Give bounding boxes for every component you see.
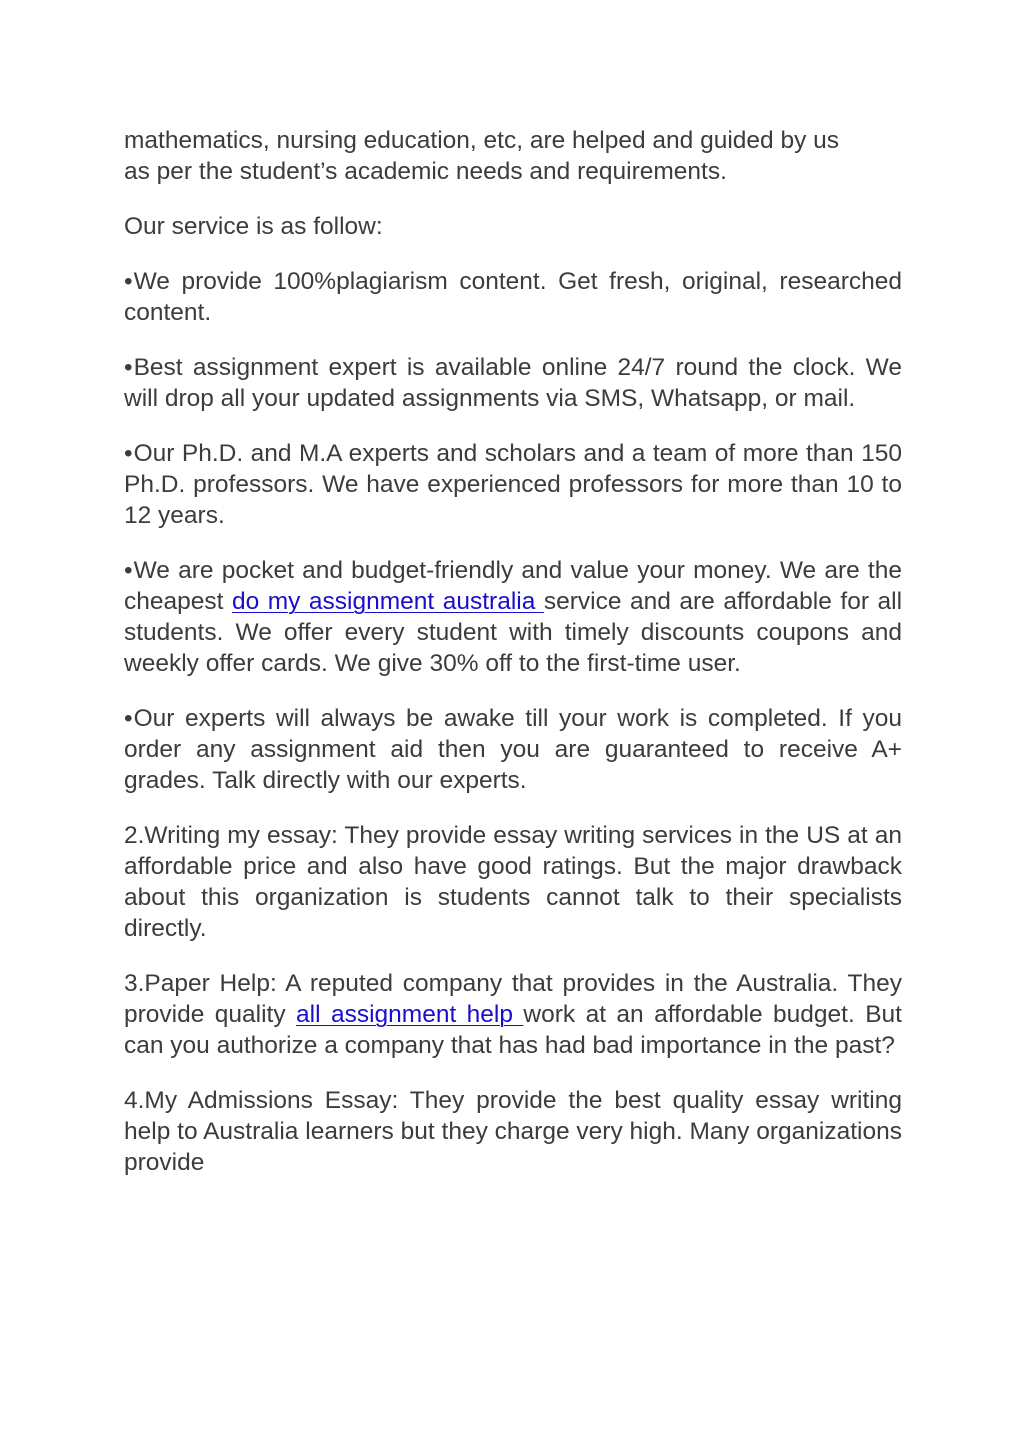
bullet-icon: • xyxy=(124,268,133,295)
item-writing-my-essay: 2.Writing my essay: They provide essay writing services in the US at an affordable price and also have good ratings. But the major drawback about this organization is students cannot talk to their specialists directly. xyxy=(124,822,902,942)
item-paper-help xyxy=(124,968,902,1061)
intro-paragraph xyxy=(124,125,902,187)
all-assignment-help-link[interactable]: all assignment help xyxy=(296,1001,524,1028)
item-text-before-link: 3.Paper Help: A reputed company that provides in the Australia. They provide quality xyxy=(124,970,902,1028)
bullet-icon: • xyxy=(124,705,133,732)
bullet-text: Our experts will always be awake till your work is completed. If you order any assignment aid then you are guaranteed to receive A+ grades. Talk directly with our experts. xyxy=(124,705,902,794)
bullet-item-plagiarism xyxy=(124,266,902,328)
bullet-icon: • xyxy=(124,557,133,584)
bullet-item-awake xyxy=(124,703,902,796)
bullet-icon: • xyxy=(124,354,133,381)
bullet-item-pricing xyxy=(124,555,902,679)
document-page xyxy=(124,125,902,1202)
service-heading: Our service is as follow: xyxy=(124,213,383,240)
bullet-item-experts xyxy=(124,438,902,531)
bullet-text: Best assignment expert is available online 24/7 round the clock. We will drop all your updated assignments via SMS, Whatsapp, or mail. xyxy=(124,354,902,412)
bullet-text: Our Ph.D. and M.A experts and scholars and a team of more than 150 Ph.D. professors. We have experienced professors for more than 10 to 12 years. xyxy=(124,440,902,529)
intro-line-2: as per the student’s academic needs and requirements. xyxy=(124,158,727,185)
bullet-text: We provide 100%plagiarism content. Get fresh, original, researched content. xyxy=(124,268,902,326)
do-my-assignment-australia-link[interactable]: do my assignment australia xyxy=(231,588,544,615)
item-text-after-link: work at an affordable budget. But can you authorize a company that has had bad importance in the past? xyxy=(124,1001,902,1059)
bullet-text-before-link: We are pocket and budget-friendly and value your money. We are the cheapest xyxy=(124,557,902,615)
item-my-admissions-essay: 4.My Admissions Essay: They provide the best quality essay writing help to Australia learners but they charge very high. Many organizations provide xyxy=(124,1087,902,1176)
bullet-icon: • xyxy=(124,440,133,467)
bullet-item-availability xyxy=(124,352,902,414)
bullet-text-after-link: service and are affordable for all students. We offer every student with timely discounts coupons and weekly offer cards. We give 30% off to the first-time user. xyxy=(124,588,903,677)
intro-line-1: mathematics, nursing education, etc, are helped and guided by us xyxy=(124,127,840,154)
